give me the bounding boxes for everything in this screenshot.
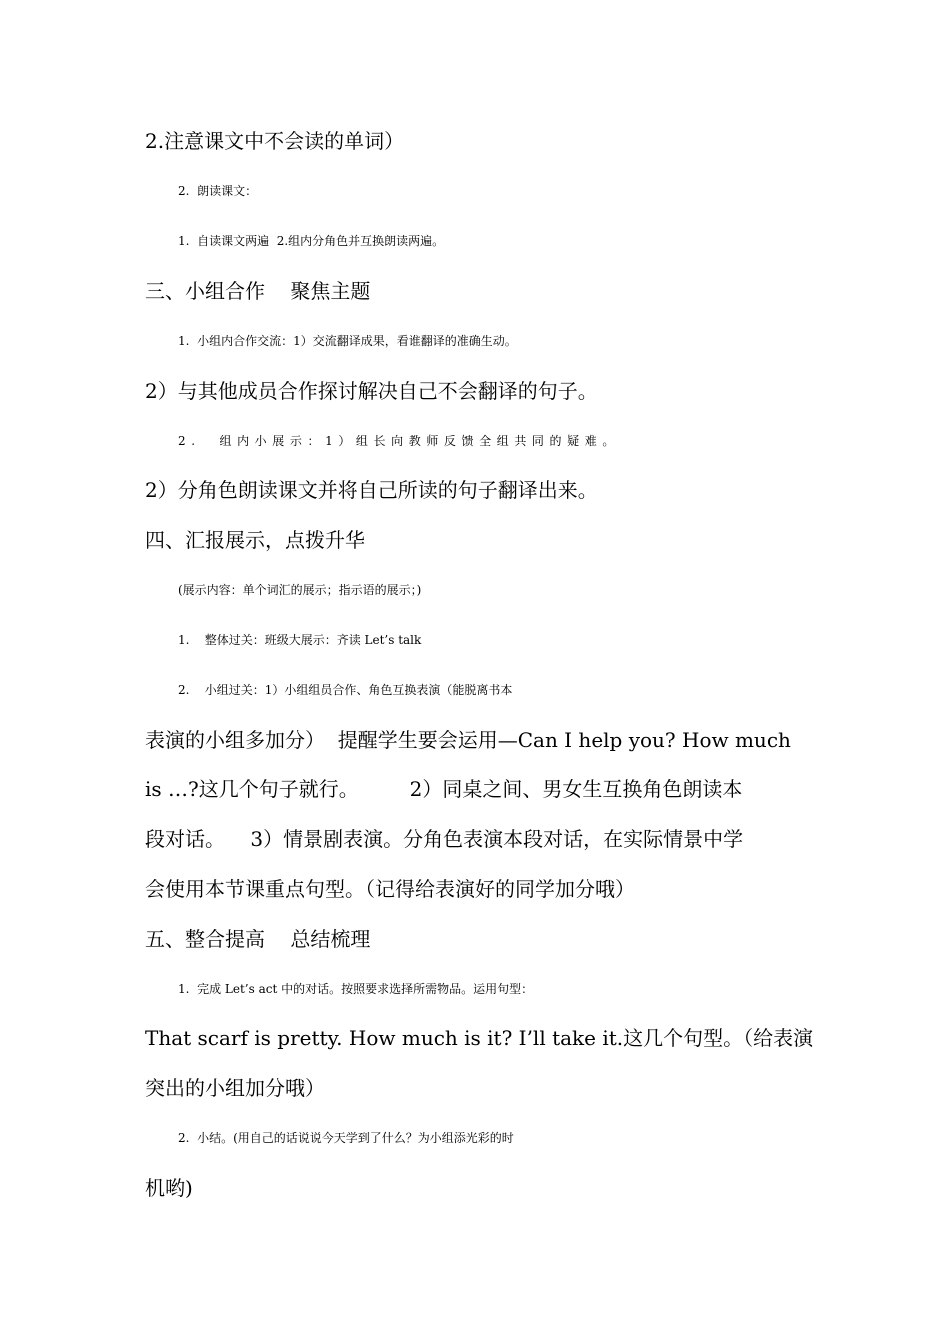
section-heading-5: 五、整合提高 总结梳理 — [145, 927, 371, 951]
text-line-3: 1. 自读课文两遍 2.组内分角色并互换朗读两遍。 — [178, 234, 445, 248]
text-line-1: 2.注意课文中不会读的单词） — [145, 129, 405, 153]
text-line-16: 会使用本节课重点句型。（记得给表演好的同学加分哦） — [145, 877, 635, 901]
text-line-18: 1. 完成 Let’s act 中的对话。按照要求选择所需物品。运用句型： — [178, 982, 534, 996]
text-line-21: 2. 小结。(用自己的话说说今天学到了什么？为小组添光彩的时 — [178, 1131, 514, 1145]
text-line-7: 2. 组内小展示：1）组长向教师反馈全组共同的疑难。 — [178, 434, 620, 448]
text-line-15: 段对话。 3）情景剧表演。分角色表演本段对话，在实际情景中学 — [145, 827, 744, 851]
text-line-5: 1. 小组内合作交流：1）交流翻译成果，看谁翻译的准确生动。 — [178, 334, 517, 348]
text-line-12: 2. 小组过关：1）小组组员合作、角色互换表演（能脱离书本 — [178, 683, 513, 697]
text-line-10: (展示内容：单个词汇的展示；指示语的展示；) — [178, 583, 422, 597]
text-line-8: 2）分角色朗读课文并将自己所读的句子翻译出来。 — [145, 478, 598, 502]
text-line-19: That scarf is pretty. How much is it? I’ll take it.这几个句型。（给表演 — [145, 1026, 814, 1050]
text-line-11: 1. 整体过关：班级大展示：齐读 Let’s talk — [178, 633, 422, 647]
text-line-2: 2. 朗读课文： — [178, 184, 258, 198]
text-line-6: 2）与其他成员合作探讨解决自己不会翻译的句子。 — [145, 379, 598, 403]
text-line-13: 表演的小组多加分） 提醒学生要会运用—Can I help you? How much — [145, 728, 791, 752]
text-line-20: 突出的小组加分哦） — [145, 1076, 325, 1100]
text-line-22: 机哟) — [145, 1176, 193, 1200]
text-line-14: is …?这几个句子就行。 2）同桌之间、男女生互换角色朗读本 — [145, 777, 743, 801]
section-heading-3: 三、小组合作 聚焦主题 — [145, 279, 371, 303]
section-heading-4: 四、汇报展示，点拨升华 — [145, 528, 365, 552]
